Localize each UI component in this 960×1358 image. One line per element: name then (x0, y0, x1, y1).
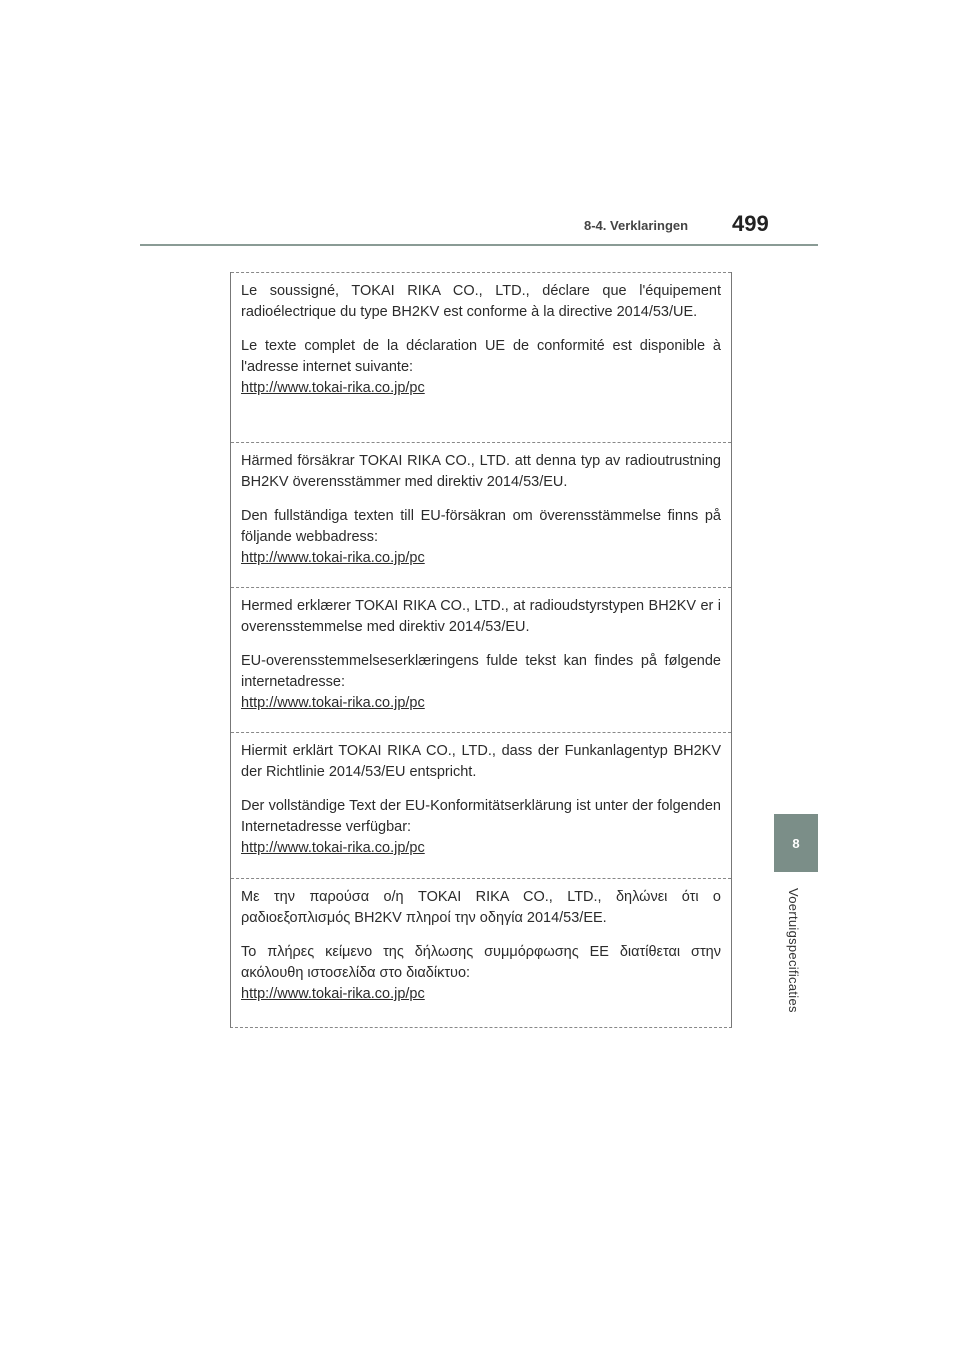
declaration-availability: Le texte complet de la déclaration UE de conformité est disponible à l'adresse internet suivante: (241, 338, 721, 375)
declaration-german (231, 732, 731, 859)
declaration-url[interactable]: http://www.tokai-rika.co.jp/pc (241, 840, 425, 856)
declaration-swedish (231, 442, 731, 569)
declarations-table (230, 272, 732, 1028)
section-title: 8-4. Verklaringen (584, 218, 689, 233)
declaration-statement: Härmed försäkrar TOKAI RIKA CO., LTD. att denna typ av radioutrustning BH2KV överensstämmer med direktiv 2014/53/EU. (241, 453, 721, 490)
chapter-tab[interactable] (774, 814, 818, 872)
declaration-availability: EU-overensstemmelseserklæringens fulde tekst kan findes på følgende internetadresse: (241, 653, 721, 690)
declaration-statement: Με την παρούσα ο/η TOKAI RIKA CO., LTD., δηλώνει ότι ο ραδιοεξοπλισμός BH2KV πληροί την οδηγία 2014/53/ΕΕ. (241, 889, 721, 926)
declaration-danish (231, 587, 731, 714)
declaration-greek (231, 878, 731, 1005)
declaration-statement: Hiermit erklärt TOKAI RIKA CO., LTD., dass der Funkanlagentyp BH2KV der Richtlinie 2014/53/EU entspricht. (241, 743, 721, 780)
declaration-availability: Το πλήρες κείμενο της δήλωσης συμμόρφωσης ΕΕ διατίθεται στην ακόλουθη ιστοσελίδα στο διαδίκτυο: (241, 944, 721, 981)
declaration-url[interactable]: http://www.tokai-rika.co.jp/pc (241, 550, 425, 566)
declaration-statement: Hermed erklærer TOKAI RIKA CO., LTD., at radioudstyrstypen BH2KV er i overensstemmelse med direktiv 2014/53/EU. (241, 598, 721, 635)
page-number: 499 (732, 211, 769, 236)
declaration-french (231, 272, 731, 399)
declaration-statement: Le soussigné, TOKAI RIKA CO., LTD., déclare que l'équipement radioélectrique du type BH2KV est conforme à la directive 2014/53/UE. (241, 283, 721, 320)
chapter-number: 8 (792, 835, 800, 851)
header-rule (140, 244, 818, 246)
declaration-url[interactable]: http://www.tokai-rika.co.jp/pc (241, 986, 425, 1002)
declaration-availability: Den fullständiga texten till EU-försäkran om överensstämmelse finns på följande webbadress: (241, 508, 721, 545)
declaration-url[interactable]: http://www.tokai-rika.co.jp/pc (241, 695, 425, 711)
chapter-label: Voertuigspecificaties (786, 888, 801, 1013)
declaration-availability: Der vollständige Text der EU-Konformitätserklärung ist unter der folgenden Internetadresse verfügbar: (241, 798, 721, 835)
declaration-url[interactable]: http://www.tokai-rika.co.jp/pc (241, 380, 425, 396)
